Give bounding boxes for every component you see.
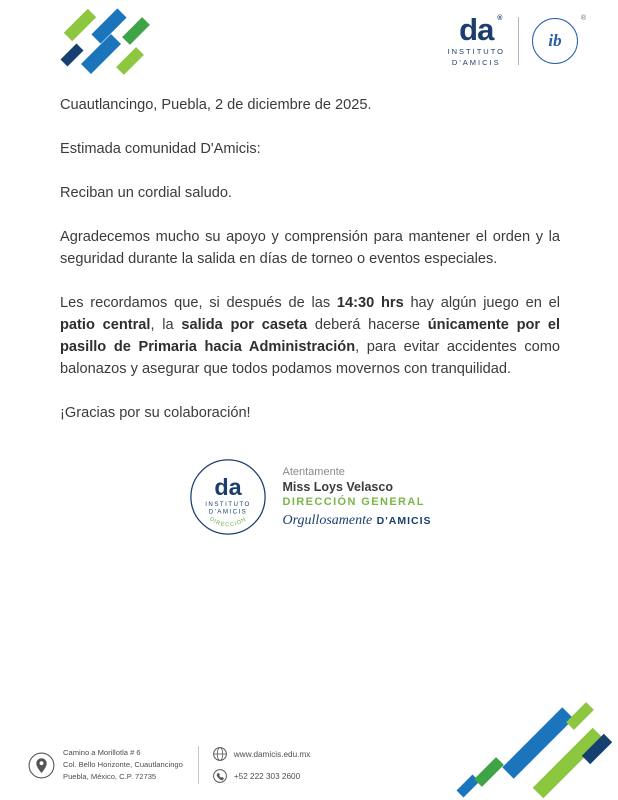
svg-text:DIRECCIÓN — [208, 516, 248, 528]
location-pin-icon — [28, 752, 55, 779]
ib-world-school-logo — [532, 14, 586, 64]
stamp-arc-text: DIRECCIÓN — [207, 516, 248, 529]
website-row — [212, 746, 310, 762]
dateline: Cuautlancingo, Puebla, 2 de diciembre de 2025. — [60, 97, 372, 113]
text-run: , la — [150, 317, 182, 333]
tagline-script: Orgullosamente — [282, 512, 373, 528]
tagline-brand: D'AMICIS — [376, 514, 432, 527]
address-line-1: Camino a Morillotla # 6 — [63, 747, 141, 757]
paragraph-exit-rules — [60, 292, 560, 380]
paragraph-thanks-order: Agradecemos mucho su apoyo y comprensión para mantener el orden y la seguridad durante la salida en días de torneo o eventos especiales. — [60, 229, 560, 267]
damicis-logo-line2: D'AMICIS — [451, 58, 501, 67]
text-run: deberá hacerse — [307, 317, 428, 333]
bold-time: 14:30 hrs — [336, 295, 404, 311]
text-run: Les recordamos que, si después de las — [60, 295, 337, 311]
address-line-3: Puebla, México, C.P. 72735 — [63, 772, 157, 782]
damicis-logo-text: da — [459, 12, 494, 47]
contact-block — [212, 746, 310, 784]
signature-role: DIRECCIÓN GENERAL — [282, 495, 425, 508]
closing: ¡Gracias por su colaboración! — [60, 405, 251, 421]
decorative-stripes-top-left — [52, 5, 170, 81]
text-run: , para evitar accidentes como balonazos y asegurar que todos podamos movernos con tranquilidad. — [60, 339, 561, 377]
decorative-stripes-bottom-right — [438, 698, 616, 798]
address-line-2: Col. Bello Horizonte, Cuautlancingo — [63, 759, 183, 769]
stamp-line2: D'AMICIS — [208, 508, 247, 516]
letter-body — [60, 94, 560, 446]
footer-divider — [198, 746, 199, 784]
salutation: Estimada comunidad D'Amicis: — [60, 141, 261, 157]
footer — [28, 746, 310, 784]
text-run: hay algún juego en el — [403, 295, 561, 311]
damicis-logo-wordmark — [459, 12, 502, 47]
signature-salutation: Atentamente — [282, 465, 345, 478]
stamp-line1: INSTITUTO — [204, 500, 251, 508]
phone-row — [212, 768, 310, 784]
ib-registered-mark: ® — [580, 14, 586, 22]
damicis-logo — [448, 14, 505, 67]
signature-name: Miss Loys Velasco — [282, 479, 393, 494]
signature-tagline — [283, 511, 432, 529]
stamp-brand: da — [213, 474, 242, 501]
globe-icon — [212, 746, 228, 762]
bold-salida-caseta: salida por caseta — [181, 317, 308, 333]
damicis-logo-line1: INSTITUTO — [447, 47, 505, 56]
signature-text — [283, 466, 432, 529]
signature-stamp-logo — [187, 456, 269, 538]
registered-mark: ® — [497, 15, 502, 22]
letterhead — [447, 12, 586, 67]
bold-route: únicamente por el pasillo de Primaria hacia Administración — [60, 317, 561, 355]
website-text: www.damicis.edu.mx — [233, 749, 311, 759]
signature-block — [0, 456, 618, 538]
ib-logo-text: ib — [548, 30, 562, 50]
address-block — [63, 747, 183, 783]
greeting: Reciban un cordial saludo. — [60, 185, 232, 201]
logo-divider — [518, 17, 519, 65]
phone-icon — [212, 768, 228, 784]
phone-text: +52 222 303 2600 — [233, 771, 301, 781]
bold-patio-central: patio central — [60, 317, 151, 333]
ib-logo-circle — [532, 18, 578, 64]
